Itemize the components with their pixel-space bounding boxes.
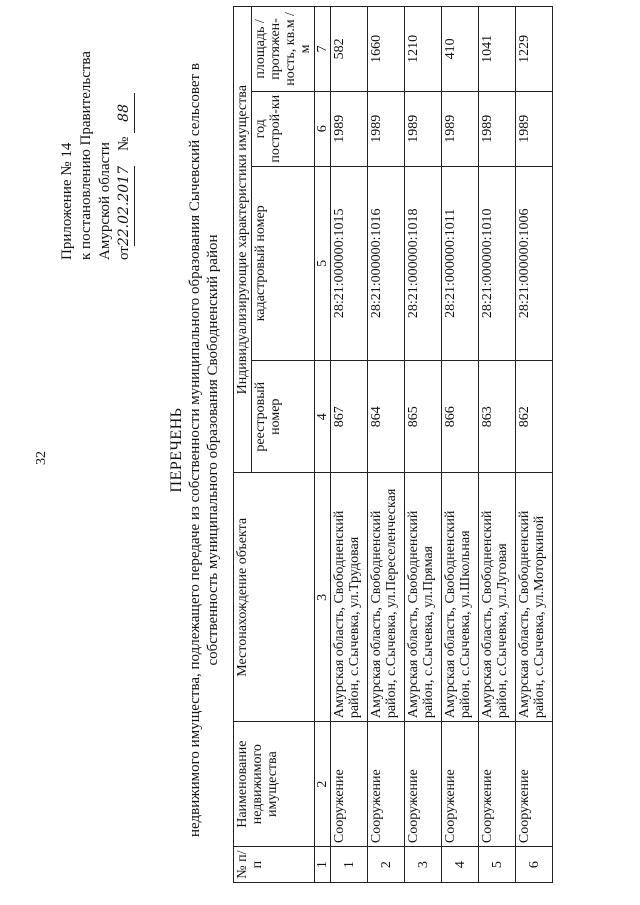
row-num: 1 xyxy=(331,847,368,883)
document-title: ПЕРЕЧЕНЬ xyxy=(168,407,185,493)
row-area: 410 xyxy=(442,7,479,92)
table-row xyxy=(516,7,553,883)
property-table xyxy=(233,6,553,883)
header-num: № п/п xyxy=(234,847,315,883)
number-prefix: № xyxy=(116,136,132,151)
row-location: Амурская область, Свободненский район, с.Сычевка, ул.Школьная xyxy=(442,473,479,722)
row-cadastral-number: 28:21:000000:1011 xyxy=(442,166,479,360)
row-area: 1210 xyxy=(405,7,442,92)
page-number: 32 xyxy=(34,451,49,465)
appendix-region: Амурской области xyxy=(97,142,113,260)
index-cell: 1 xyxy=(315,847,331,883)
date-prefix: от xyxy=(116,246,132,260)
row-location: Амурская область, Свободненский район, с.Сычевка, ул.Луговая xyxy=(479,473,516,722)
row-cadastral-number: 28:21:000000:1018 xyxy=(405,166,442,360)
index-cell: 7 xyxy=(315,7,331,92)
table-row xyxy=(442,7,479,883)
index-cell: 5 xyxy=(315,166,331,360)
appendix-date-line xyxy=(115,51,135,260)
appendix-resolution: к постановлению Правительства xyxy=(78,51,94,260)
row-area: 1660 xyxy=(368,7,405,92)
header-reg: реестровый номер xyxy=(252,360,315,473)
row-num: 5 xyxy=(479,847,516,883)
index-cell: 3 xyxy=(315,473,331,722)
row-cadastral-number: 28:21:000000:1006 xyxy=(516,166,553,360)
header-cad: кадастровый номер xyxy=(252,166,315,360)
table-row xyxy=(405,7,442,883)
row-reg-number: 862 xyxy=(516,360,553,473)
header-characteristics: Индивидуализирующие характеристики имущества xyxy=(234,7,252,474)
row-cadastral-number: 28:21:000000:1010 xyxy=(479,166,516,360)
row-reg-number: 863 xyxy=(479,360,516,473)
header-area: площадь / протяжен-ность, кв.м / м xyxy=(252,7,315,92)
row-reg-number: 864 xyxy=(368,360,405,473)
row-cadastral-number: 28:21:000000:1015 xyxy=(331,166,368,360)
handwritten-date: 22.02.2017 xyxy=(115,166,135,246)
index-cell: 6 xyxy=(315,91,331,166)
row-area: 1229 xyxy=(516,7,553,92)
appendix-block xyxy=(58,51,135,260)
row-num: 3 xyxy=(405,847,442,883)
row-year: 1989 xyxy=(479,91,516,166)
row-name: Сооружение xyxy=(516,722,553,847)
table-row xyxy=(368,7,405,883)
row-location: Амурская область, Свободненский район, с.Сычевка, ул.Трудовая xyxy=(331,473,368,722)
row-name: Сооружение xyxy=(331,722,368,847)
document-subtitle: недвижимого имущества, подлежащего передаче из собственности муниципального образования Сычевский сельсовет в xyxy=(187,63,203,837)
document-subtitle-continued: собственность муниципального образования Свободненский район xyxy=(205,234,221,666)
row-num: 6 xyxy=(516,847,553,883)
header-name: Наименование недвижимого имущества xyxy=(234,722,315,847)
row-name: Сооружение xyxy=(368,722,405,847)
row-year: 1989 xyxy=(516,91,553,166)
row-reg-number: 866 xyxy=(442,360,479,473)
row-year: 1989 xyxy=(405,91,442,166)
header-year: год построй-ки xyxy=(252,91,315,166)
row-area: 1041 xyxy=(479,7,516,92)
table-row xyxy=(331,7,368,883)
row-reg-number: 867 xyxy=(331,360,368,473)
index-cell: 2 xyxy=(315,722,331,847)
row-num: 4 xyxy=(442,847,479,883)
row-area: 582 xyxy=(331,7,368,92)
row-reg-number: 865 xyxy=(405,360,442,473)
row-location: Амурская область, Свободненский район, с.Сычевка, ул.Прямая xyxy=(405,473,442,722)
row-name: Сооружение xyxy=(442,722,479,847)
column-index-row xyxy=(315,7,331,883)
index-cell: 4 xyxy=(315,360,331,473)
row-name: Сооружение xyxy=(405,722,442,847)
row-year: 1989 xyxy=(331,91,368,166)
row-location: Амурская область, Свободненский район, с.Сычевка, ул.Переселенческая xyxy=(368,473,405,722)
header-location: Местонахождение объекта xyxy=(234,473,315,722)
title-block xyxy=(168,15,222,885)
table-row xyxy=(479,7,516,883)
row-year: 1989 xyxy=(368,91,405,166)
row-year: 1989 xyxy=(442,91,479,166)
appendix-title: Приложение № 14 xyxy=(59,142,75,260)
row-name: Сооружение xyxy=(479,722,516,847)
handwritten-number: 88 xyxy=(115,93,135,133)
row-location: Амурская область, Свободненский район, с.Сычевка, ул.Моторкиной xyxy=(516,473,553,722)
row-num: 2 xyxy=(368,847,405,883)
row-cadastral-number: 28:21:000000:1016 xyxy=(368,166,405,360)
